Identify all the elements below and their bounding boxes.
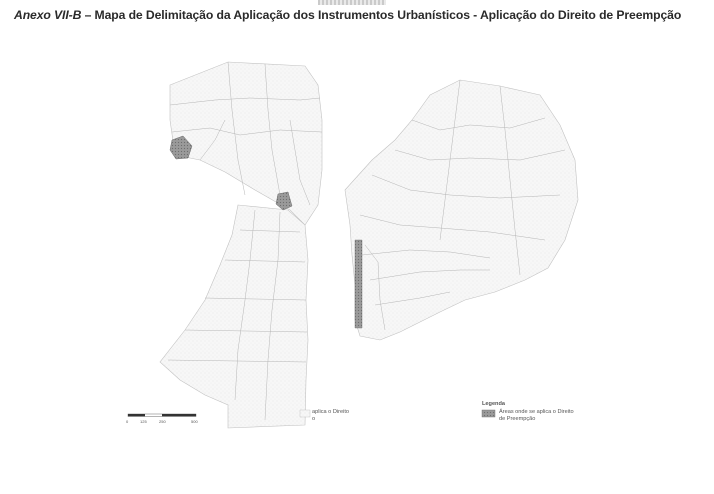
preemption-area-east-strip <box>355 240 362 328</box>
legend-item-line1: Áreas onde se aplica o Direito <box>499 409 574 415</box>
scale-bar <box>126 414 198 424</box>
scale-label-500: 500 <box>191 419 198 424</box>
left-district-upper <box>170 62 322 225</box>
scale-label-0: 0 <box>126 419 129 424</box>
scale-label-125: 125 <box>140 419 147 424</box>
left-district-lower <box>160 205 308 428</box>
legend-heading: Legenda <box>482 401 506 407</box>
left-district <box>160 62 322 428</box>
scale-label-250: 250 <box>159 419 166 424</box>
title-text: – Mapa de Delimitação da Aplicação dos Instrumentos Urbanísticos - Aplicação do Direito de Preempção <box>81 8 682 22</box>
legend-partial-line1: aplica o Direito <box>312 409 349 415</box>
legend-partial-line2: o <box>312 416 316 422</box>
legend-item-line2: de Preempção <box>499 416 536 422</box>
legend-swatch-partial <box>300 410 310 417</box>
annex-label: Anexo VII-B <box>14 8 82 22</box>
legend-swatch <box>482 410 495 417</box>
